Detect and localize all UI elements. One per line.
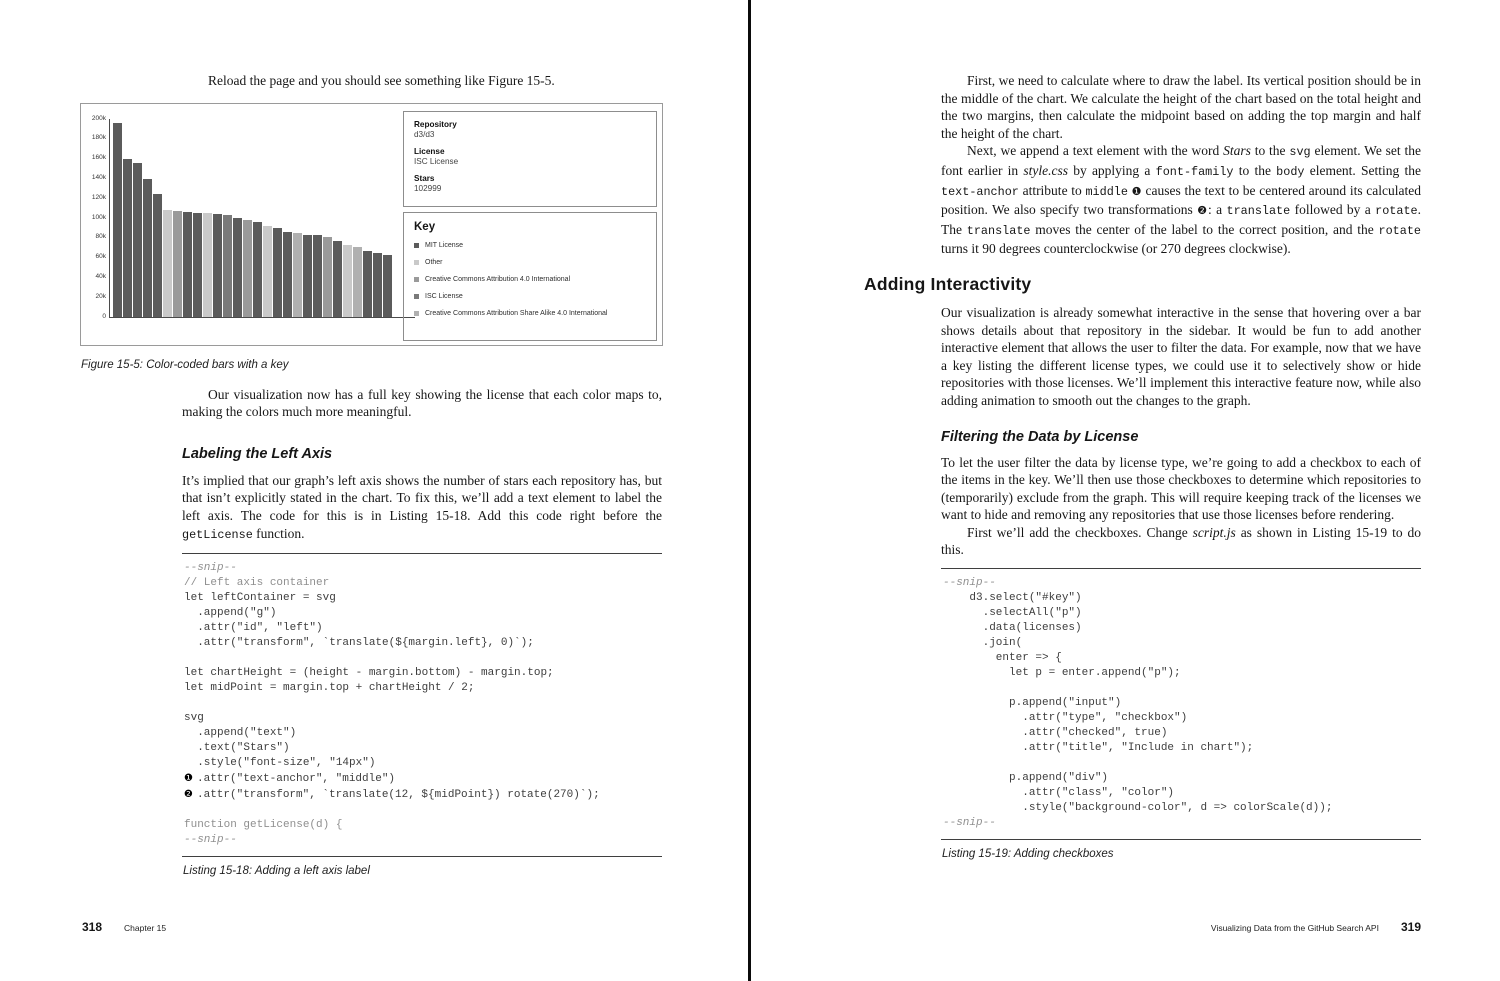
code-line xyxy=(943,636,1421,651)
bar-chart xyxy=(88,112,418,338)
code-text: let chartHeight = (height - margin.bottom) - margin.top; xyxy=(184,667,554,680)
bar xyxy=(173,211,182,317)
code-text: .join( xyxy=(943,637,1023,650)
text-run: element. Setting the xyxy=(1304,162,1421,178)
bar xyxy=(363,251,372,316)
code-text: p.append("input") xyxy=(943,697,1122,710)
code-line xyxy=(943,801,1421,816)
code-line xyxy=(184,591,662,606)
code-line xyxy=(943,726,1421,741)
code-text: --snip-- xyxy=(943,817,996,830)
section-heading-labeling-left-axis: Labeling the Left Axis xyxy=(182,445,333,462)
inline-code: translate xyxy=(966,223,1031,238)
code-line xyxy=(184,636,662,651)
bar xyxy=(383,255,392,316)
text-run: by applying a xyxy=(1068,162,1156,178)
code-text: enter => { xyxy=(943,652,1062,665)
code-line xyxy=(943,576,1421,591)
bar xyxy=(193,213,202,317)
text-run: Our visualization now has a full key showing the license that each color maps to, making the colors much more meaningful. xyxy=(182,386,662,420)
code-text: .attr("transform", `translate(${margin.left}, 0)`); xyxy=(184,637,534,650)
section-heading-adding-interactivity: Adding Interactivity xyxy=(864,273,1032,294)
text-run: Reload the page and you should see something like Figure 15-5. xyxy=(208,73,555,88)
figure-caption: Figure 15-5: Color-coded bars with a key xyxy=(81,358,289,371)
info-field-value: ISC License xyxy=(414,156,459,166)
paragraph xyxy=(941,72,1421,142)
text-run: to the xyxy=(1233,162,1277,178)
bar xyxy=(233,218,242,317)
code-line xyxy=(943,756,1421,771)
code-line xyxy=(184,756,662,771)
listing-caption: Listing 15-19: Adding checkboxes xyxy=(942,848,1114,861)
info-field-label: Repository xyxy=(414,119,457,129)
text-run: as shown in Listing 15-19 to do this. xyxy=(941,524,1421,558)
bar xyxy=(213,214,222,317)
info-field-value: 102999 xyxy=(414,183,442,193)
text-run: attribute to xyxy=(1018,182,1086,198)
footer-chapter-label: Chapter 15 xyxy=(124,923,167,933)
legend-label: Creative Commons Attribution Share Alike 4.0 International xyxy=(425,309,608,317)
inline-code: translate xyxy=(1226,204,1291,219)
code-text: .attr("title", "Include in chart"); xyxy=(943,742,1254,755)
code-text xyxy=(184,697,191,709)
code-text: .text("Stars") xyxy=(184,742,290,755)
code-line xyxy=(943,771,1421,786)
paragraph xyxy=(941,304,1421,410)
listing-caption: Listing 15-18: Adding a left axis label xyxy=(183,865,370,878)
page-right xyxy=(751,0,1500,981)
code-text: .attr("checked", true) xyxy=(943,727,1168,740)
code-line xyxy=(943,741,1421,756)
bar xyxy=(113,123,122,317)
paragraph xyxy=(182,386,662,421)
code-text: .append("text") xyxy=(184,727,297,740)
info-panel xyxy=(403,111,657,207)
legend-label: Creative Commons Attribution 4.0 International xyxy=(425,275,571,283)
code-block xyxy=(941,569,1421,839)
text-run: turns it 90 degrees counterclockwise (or 270 degrees clockwise). xyxy=(941,241,1291,257)
code-text xyxy=(184,804,191,816)
bar xyxy=(283,232,292,317)
code-text: let midPoint = margin.top + chartHeight / 2; xyxy=(184,682,475,695)
code-line xyxy=(943,591,1421,606)
bar xyxy=(303,235,312,316)
section-heading-filtering-data: Filtering the Data by License xyxy=(941,428,1139,445)
legend-swatch xyxy=(414,277,419,282)
text-run: Our visualization is already somewhat interactive in the sense that hovering over a bar shows details about that repository in the sidebar. It would be fun to add another interactive element that allows the user to filter the data. For example, now that we have a key listing the different license types, we could use it to selectively show or hide repositories with those licenses. We’ll implement this interactive feature now, while also adding animation to smooth out the changes to the graph. xyxy=(941,304,1421,408)
key-title: Key xyxy=(414,220,436,233)
legend-swatch xyxy=(414,243,419,248)
code-annotation-marker: ❶ xyxy=(184,773,193,785)
inline-code: rotate xyxy=(1378,223,1421,238)
key-item xyxy=(414,293,646,301)
code-listing-15-19 xyxy=(941,568,1421,840)
bar xyxy=(153,194,162,317)
page-left xyxy=(0,0,748,981)
code-text: let p = enter.append("p"); xyxy=(943,667,1181,680)
code-line xyxy=(184,561,662,576)
bar xyxy=(373,253,382,316)
inline-code: middle xyxy=(1085,184,1128,199)
code-line xyxy=(943,711,1421,726)
bar xyxy=(243,220,252,317)
code-line xyxy=(184,741,662,756)
code-annotation-marker: ❷ xyxy=(1197,204,1209,218)
info-panel-fields xyxy=(414,120,646,194)
bar xyxy=(223,215,232,317)
text-run: Next, we append a text element with the word xyxy=(967,143,1224,159)
y-tick-label: 60k xyxy=(95,253,106,261)
y-tick-label: 140k xyxy=(91,173,106,181)
code-text: --snip-- xyxy=(184,562,237,575)
code-listing-15-18 xyxy=(182,553,662,857)
code-text: .attr("transform", `translate(12, ${midPoint}) rotate(270)`); xyxy=(197,789,600,802)
bar xyxy=(143,179,152,317)
key-items xyxy=(414,242,646,318)
code-text: --snip-- xyxy=(943,577,996,590)
code-annotation-marker: ❶ xyxy=(1131,184,1142,198)
text-run: To let the user filter the data by license type, we’re going to add a checkbox to each of the items in the key. We’ll then use those checkboxes to determine which repositories to (temporarily) exclude from the graph. This will require keeping track of the licenses we want to hide and removing any repositories that use those licenses before rendering. xyxy=(941,454,1421,523)
text-run: First we’ll add the checkboxes. Change xyxy=(967,524,1193,540)
y-tick-label: 120k xyxy=(91,193,106,201)
page-number: 319 xyxy=(1400,920,1421,934)
code-line xyxy=(943,681,1421,696)
paragraph xyxy=(182,472,662,544)
y-tick-label: 20k xyxy=(95,292,106,300)
key-item xyxy=(414,242,646,250)
text-run: moves the center of the label to the correct position, and the xyxy=(1030,221,1379,237)
text-run: It’s implied that our graph’s left axis shows the number of stars each repository has, but that isn’t explicitly stated in the chart. To fix this, we’ll add a text element to label the left axis. The code for this is in Listing 15-18. Add this code right before the xyxy=(182,472,662,523)
text-run: Stars xyxy=(1223,143,1251,159)
text-run: First, we need to calculate where to draw the label. Its vertical position should be in the middle of the chart. We calculate the height of the chart based on the total height and the two margins, then calculate the midpoint based on adding the top margin and half the height of the chart. xyxy=(941,73,1421,141)
info-field xyxy=(414,147,646,167)
legend-label: Other xyxy=(425,258,443,266)
code-line xyxy=(184,621,662,636)
bar xyxy=(313,235,322,316)
text-run: followed by a xyxy=(1290,202,1376,218)
legend-label: MIT License xyxy=(425,241,463,249)
code-line xyxy=(943,786,1421,801)
code-text xyxy=(943,682,950,694)
code-text: .append("g") xyxy=(184,607,277,620)
legend-swatch xyxy=(414,260,419,265)
code-line xyxy=(184,576,662,591)
page-number: 318 xyxy=(82,920,103,934)
code-text: .style("background-color", d => colorScale(d)); xyxy=(943,802,1333,815)
bar xyxy=(273,228,282,317)
code-text xyxy=(943,757,950,769)
bar xyxy=(353,247,362,316)
code-line xyxy=(184,696,662,711)
code-line xyxy=(184,803,662,818)
code-text: svg xyxy=(184,712,204,725)
code-line xyxy=(184,818,662,833)
bar xyxy=(293,233,302,316)
key-item xyxy=(414,276,646,284)
bar xyxy=(163,210,172,317)
legend-label: ISC License xyxy=(425,292,463,300)
text-run: . The xyxy=(941,202,1421,237)
y-tick-label: 180k xyxy=(91,134,106,142)
code-line xyxy=(184,726,662,741)
info-field-value: d3/d3 xyxy=(414,129,435,139)
text-run: causes the text to be centered around its calculated position. We also specify two transformations xyxy=(941,182,1421,218)
inline-code: rotate xyxy=(1375,204,1418,219)
inline-code: getLicense xyxy=(182,527,253,542)
bar xyxy=(323,237,332,316)
info-field-label: License xyxy=(414,146,445,156)
key-item xyxy=(414,310,646,318)
key-item xyxy=(414,259,646,267)
legend-swatch xyxy=(414,311,419,316)
text-run: script.js xyxy=(1192,524,1236,540)
code-text: .selectAll("p") xyxy=(943,607,1082,620)
bar xyxy=(263,226,272,317)
intro-paragraph xyxy=(182,72,662,90)
listing-rule-bottom xyxy=(182,856,662,857)
code-line xyxy=(943,696,1421,711)
code-line xyxy=(943,666,1421,681)
listing-rule-bottom xyxy=(941,839,1421,840)
y-tick-label: 200k xyxy=(91,114,106,122)
footer-chapter-label: Visualizing Data from the GitHub Search API xyxy=(1210,923,1379,933)
code-annotation-marker: ❷ xyxy=(184,789,193,801)
code-line xyxy=(184,666,662,681)
info-field-label: Stars xyxy=(414,173,435,183)
paragraph xyxy=(941,142,1421,258)
code-line xyxy=(184,711,662,726)
y-tick-label: 0 xyxy=(102,312,106,320)
text-run: function. xyxy=(252,525,305,541)
y-tick-label: 40k xyxy=(95,272,106,280)
text-run: to the xyxy=(1250,143,1290,159)
code-text: .attr("id", "left") xyxy=(184,622,323,635)
y-tick-label: 80k xyxy=(95,233,106,241)
code-text: let leftContainer = svg xyxy=(184,592,336,605)
key-legend xyxy=(403,212,657,341)
code-text: p.append("div") xyxy=(943,772,1109,785)
code-text: --snip-- xyxy=(184,834,237,847)
bar-plot xyxy=(109,119,415,318)
code-line xyxy=(184,771,662,787)
legend-swatch xyxy=(414,294,419,299)
code-line xyxy=(184,681,662,696)
paragraph xyxy=(941,524,1421,559)
bar xyxy=(343,245,352,316)
code-text: .data(licenses) xyxy=(943,622,1082,635)
code-line xyxy=(943,621,1421,636)
bar xyxy=(133,163,142,317)
y-tick-label: 160k xyxy=(91,154,106,162)
code-text: function getLicense(d) { xyxy=(184,819,343,832)
info-field xyxy=(414,120,646,140)
inline-code: svg xyxy=(1289,145,1311,160)
code-text: // Left axis container xyxy=(184,577,330,590)
y-axis xyxy=(88,112,108,338)
code-text: .style("font-size", "14px") xyxy=(184,757,376,770)
code-text: .attr("class", "color") xyxy=(943,787,1175,800)
code-text: d3.select("#key") xyxy=(943,592,1082,605)
code-line xyxy=(184,833,662,848)
code-line xyxy=(184,651,662,666)
code-block xyxy=(182,554,662,856)
info-field xyxy=(414,174,646,194)
y-tick-label: 100k xyxy=(91,213,106,221)
text-run: style.css xyxy=(1023,162,1068,178)
code-text: .attr("type", "checkbox") xyxy=(943,712,1188,725)
inline-code: font-family xyxy=(1155,164,1234,179)
code-text xyxy=(184,652,191,664)
figure-15-5 xyxy=(80,103,663,371)
text-run: element. We set the font earlier in xyxy=(941,143,1421,178)
code-line xyxy=(184,787,662,803)
code-line xyxy=(184,606,662,621)
code-line xyxy=(943,606,1421,621)
code-line xyxy=(943,651,1421,666)
figure-frame xyxy=(80,103,663,346)
bar xyxy=(253,222,262,317)
bar xyxy=(203,213,212,317)
page-footer-right xyxy=(1211,918,1421,936)
inline-code: text-anchor xyxy=(941,184,1019,199)
text-run: : a xyxy=(1208,202,1227,218)
bar xyxy=(333,241,342,316)
code-text: .attr("text-anchor", "middle") xyxy=(197,773,396,786)
bar xyxy=(123,159,132,316)
page-footer-left xyxy=(82,918,166,936)
inline-code: body xyxy=(1276,164,1305,179)
code-line xyxy=(943,816,1421,831)
paragraph xyxy=(941,454,1421,524)
bar xyxy=(183,212,192,317)
